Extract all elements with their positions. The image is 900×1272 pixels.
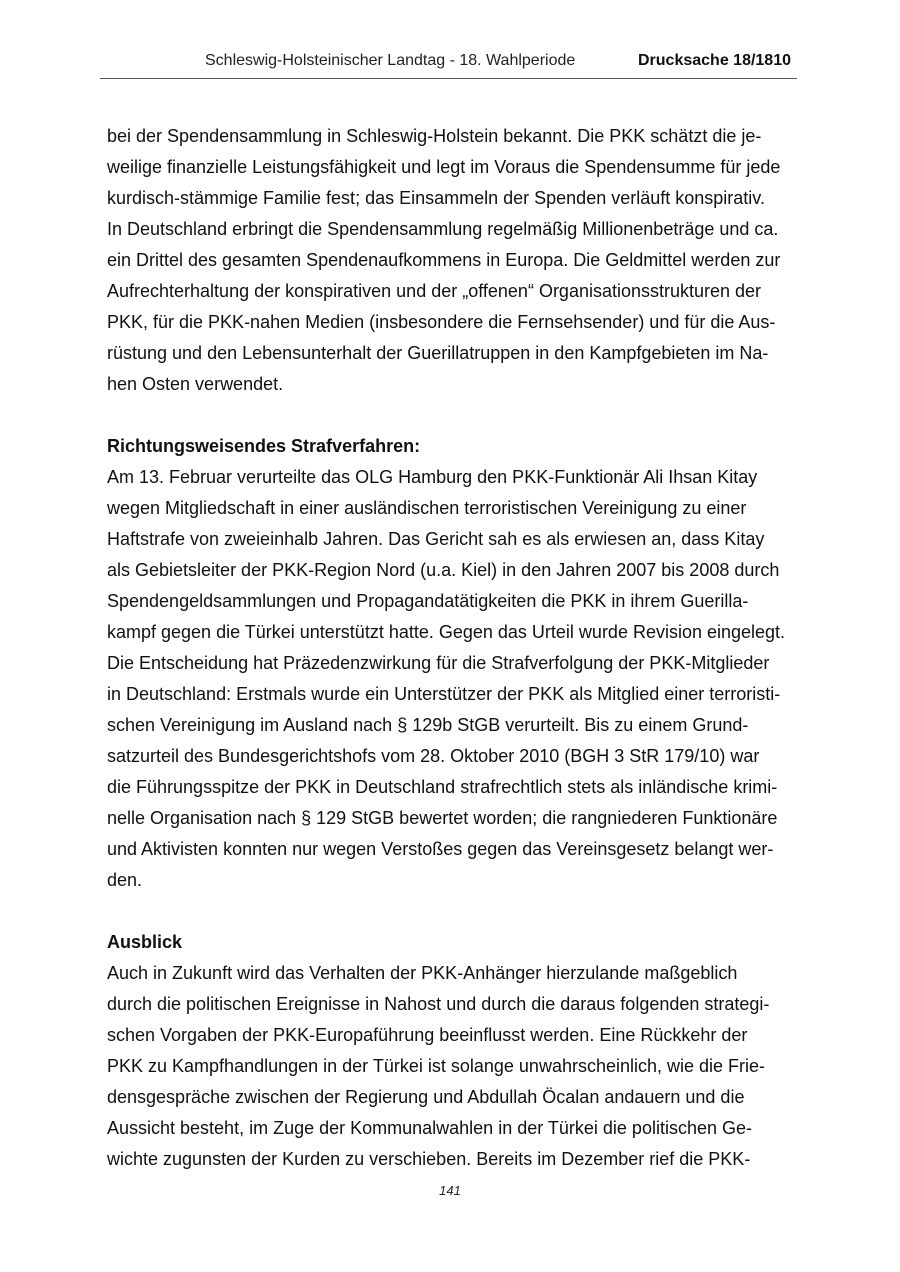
paragraph-spendensammlung [107, 121, 797, 400]
header-title: Schleswig-Holsteinischer Landtag - 18. Wahlperiode [205, 52, 576, 69]
text-line: Spendengeldsammlungen und Propagandatätigkeiten die PKK in ihrem Guerilla- [107, 591, 749, 611]
text-line: In Deutschland erbringt die Spendensammlung regelmäßig Millionenbeträge und ca. [107, 219, 779, 239]
text-line: Die Entscheidung hat Präzedenzwirkung für die Strafverfolgung der PKK-Mitglieder [107, 653, 770, 673]
text-line: durch die politischen Ereignisse in Nahost und durch die daraus folgenden strategi- [107, 994, 770, 1014]
text-line: den. [107, 870, 143, 890]
text-line: PKK, für die PKK-nahen Medien (insbesondere die Fernsehsender) und für die Aus- [107, 312, 776, 332]
section-heading: Richtungsweisendes Strafverfahren: [107, 436, 421, 456]
text-line: nelle Organisation nach § 129 StGB bewertet worden; die rangniederen Funktionäre [107, 808, 778, 828]
text-line: kampf gegen die Türkei unterstützt hatte. Gegen das Urteil wurde Revision eingelegt. [107, 622, 786, 642]
paragraph-spacer [107, 896, 797, 927]
section-heading: Ausblick [107, 932, 183, 952]
text-line: weilige finanzielle Leistungsfähigkeit und legt im Voraus die Spendensumme für jede [107, 157, 781, 177]
document-number: Drucksache 18/1810 [638, 52, 791, 69]
text-line: wegen Mitgliedschaft in einer ausländischen terroristischen Vereinigung zu einer [107, 498, 747, 518]
text-line: Haftstrafe von zweieinhalb Jahren. Das Gericht sah es als erwiesen an, dass Kitay [107, 529, 765, 549]
text-line: bei der Spendensammlung in Schleswig-Holstein bekannt. Die PKK schätzt die je- [107, 126, 762, 146]
page-header [100, 50, 797, 79]
text-line: in Deutschland: Erstmals wurde ein Unterstützer der PKK als Mitglied einer terroristi- [107, 684, 781, 704]
text-line: densgespräche zwischen der Regierung und Abdullah Öcalan andauern und die [107, 1087, 745, 1107]
text-line: und Aktivisten konnten nur wegen Verstoßes gegen das Vereinsgesetz belangt wer- [107, 839, 774, 859]
page-content [107, 121, 797, 1175]
text-line: als Gebietsleiter der PKK-Region Nord (u.a. Kiel) in den Jahren 2007 bis 2008 durch [107, 560, 780, 580]
text-line: hen Osten verwendet. [107, 374, 284, 394]
text-line: satzurteil des Bundesgerichtshofs vom 28. Oktober 2010 (BGH 3 StR 179/10) war [107, 746, 760, 766]
text-line: Am 13. Februar verurteilte das OLG Hamburg den PKK-Funktionär Ali Ihsan Kitay [107, 467, 758, 487]
page-number: 141 [439, 1183, 461, 1198]
text-line: PKK zu Kampfhandlungen in der Türkei ist solange unwahrscheinlich, wie die Frie- [107, 1056, 766, 1076]
text-line: rüstung und den Lebensunterhalt der Guerillatruppen in den Kampfgebieten im Na- [107, 343, 769, 363]
text-line: Aussicht besteht, im Zuge der Kommunalwahlen in der Türkei die politischen Ge- [107, 1118, 752, 1138]
text-line: ein Drittel des gesamten Spendenaufkommens in Europa. Die Geldmittel werden zur [107, 250, 781, 270]
text-line: schen Vorgaben der PKK-Europaführung beeinflusst werden. Eine Rückkehr der [107, 1025, 748, 1045]
text-line: kurdisch-stämmige Familie fest; das Einsammeln der Spenden verläuft konspirativ. [107, 188, 765, 208]
text-line: Auch in Zukunft wird das Verhalten der PKK-Anhänger hierzulande maßgeblich [107, 963, 738, 983]
text-line: die Führungsspitze der PKK in Deutschland strafrechtlich stets als inländische krimi- [107, 777, 778, 797]
text-line: schen Vereinigung im Ausland nach § 129b StGB verurteilt. Bis zu einem Grund- [107, 715, 749, 735]
paragraph-spacer [107, 400, 797, 431]
section-strafverfahren [107, 431, 797, 896]
text-line: wichte zugunsten der Kurden zu verschieben. Bereits im Dezember rief die PKK- [107, 1149, 751, 1169]
text-line: Aufrechterhaltung der konspirativen und der „offenen“ Organisationsstrukturen der [107, 281, 762, 301]
section-ausblick [107, 927, 797, 1175]
